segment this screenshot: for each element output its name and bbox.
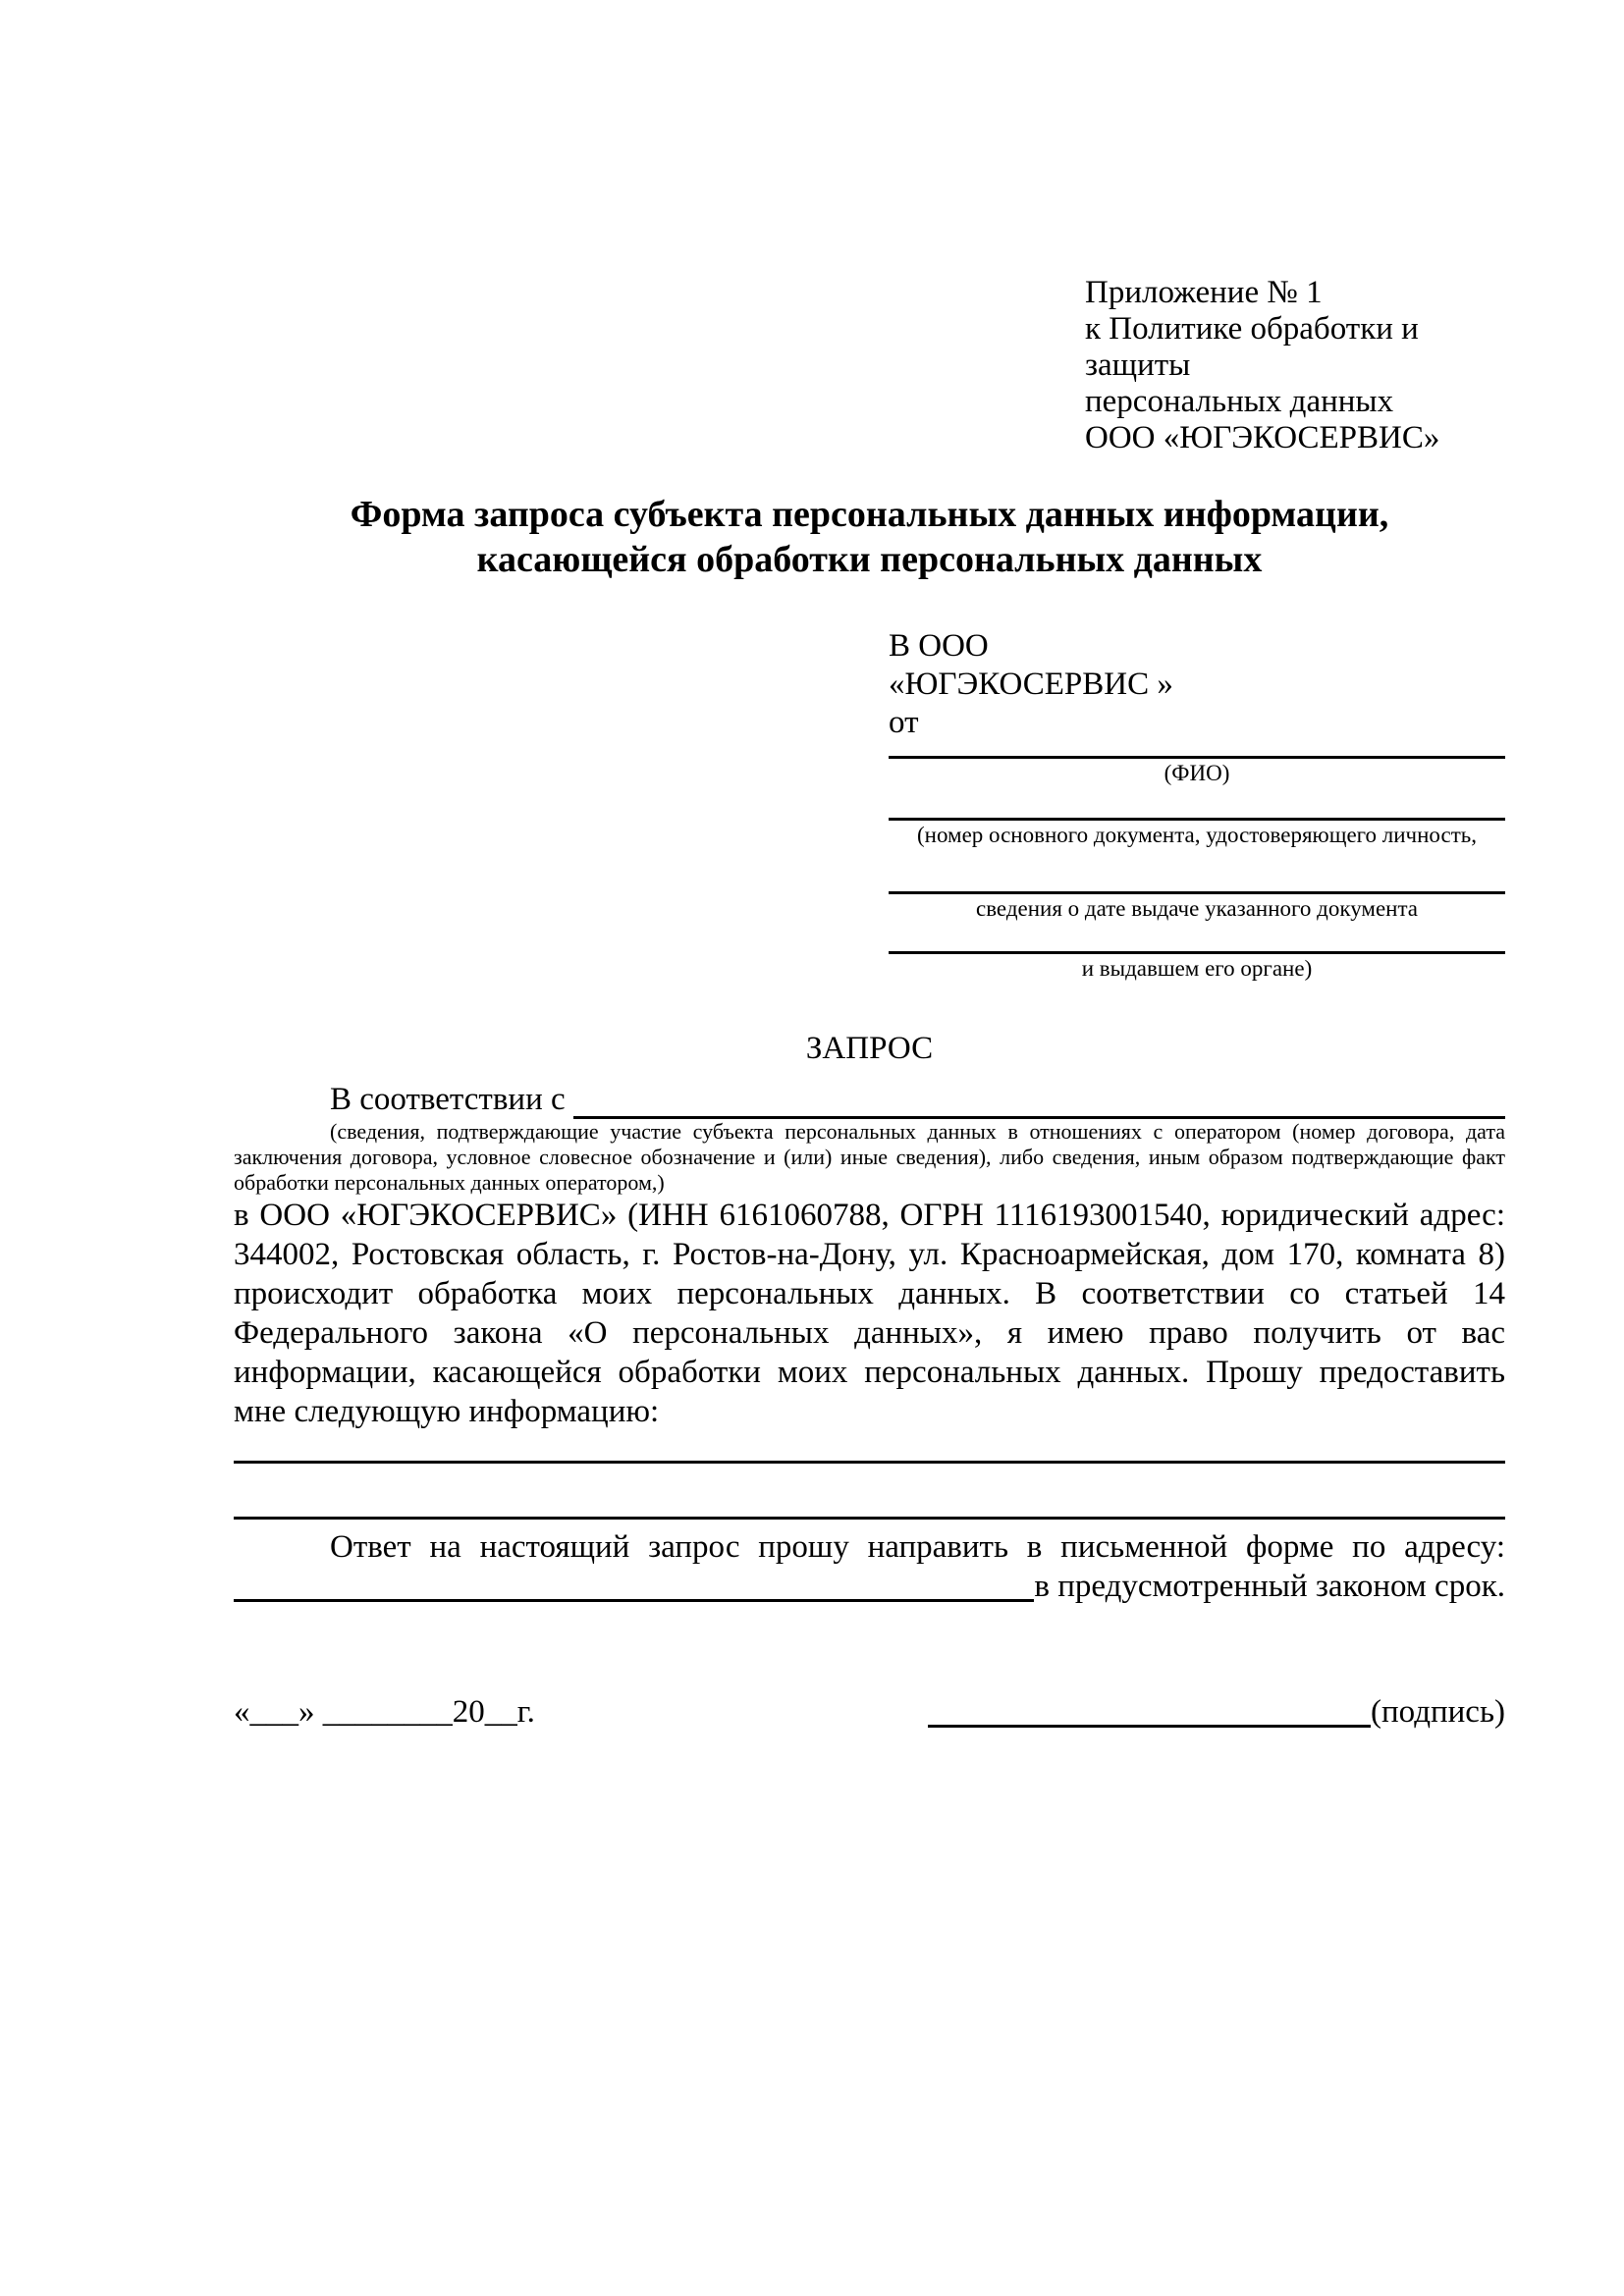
addressee-to-line: В ООО bbox=[889, 628, 989, 664]
issue-date-field bbox=[889, 891, 1505, 924]
accordance-prefix: В соответствии с bbox=[330, 1082, 566, 1117]
reply-paragraph: Ответ на настоящий запрос прошу направить в письменной форме по адресу: bbox=[330, 1529, 1505, 1565]
date-signature-row bbox=[234, 1692, 1505, 1732]
issue-date-caption: сведения о дате выдаче указанного документа bbox=[975, 896, 1419, 921]
document-title bbox=[234, 492, 1505, 582]
document-number-caption: (номер основного документа, удостоверяющего личность, bbox=[916, 823, 1477, 847]
write-in-line bbox=[234, 1517, 1505, 1520]
appendix-line: ООО «ЮГЭКОСЕРВИС» bbox=[1085, 420, 1440, 455]
signature-field bbox=[928, 1692, 1505, 1732]
write-in-line bbox=[234, 1599, 1034, 1602]
write-in-line bbox=[928, 1725, 1371, 1728]
body-paragraph: в ООО «ЮГЭКОСЕРВИС» (ИНН 6161060788, ОГРН 1116193001540, юридический адрес: 344002, Ростовская область, г. Ростов-на-Дону, ул. Красноармейская, дом 170, комната 8) происходит обработка моих персональных данных. В соответствии со статьей 14 Федерального закона «О персональных данных», я имею право получить от вас информации, касающейся обработки моих персональных данных. Прошу предоставить мне следующую информацию: bbox=[234, 1198, 1505, 1429]
document-title-line2: касающейся обработки персональных данных bbox=[476, 539, 1263, 580]
signature-caption: (подпись) bbox=[1371, 1694, 1505, 1730]
appendix-line: Приложение № 1 bbox=[1085, 275, 1323, 310]
request-heading: ЗАПРОС bbox=[805, 1031, 934, 1066]
accordance-line bbox=[234, 1080, 1505, 1119]
accordance-note: (сведения, подтверждающие участие субъекта персональных данных в отношениях с оператором (номер договора, дата заключения договора, условное словесное обозначение и (или) иные сведения), либо сведения, иным образом подтверждающие факт обработки персональных данных оператором,) bbox=[234, 1119, 1505, 1195]
addressee-from-line: от bbox=[889, 705, 919, 740]
addressee-company-line: «ЮГЭКОСЕРВИС » bbox=[889, 667, 1173, 702]
date-blank: «___» ________20__г. bbox=[234, 1694, 535, 1730]
appendix-line: к Политике обработки и защиты bbox=[1085, 311, 1419, 383]
addressee-block bbox=[889, 627, 1505, 984]
reply-suffix: в предусмотренный законом срок. bbox=[1034, 1569, 1505, 1604]
fio-caption: (ФИО) bbox=[1164, 761, 1230, 785]
appendix-block bbox=[1085, 275, 1505, 456]
fio-field bbox=[889, 756, 1505, 788]
reply-address-line bbox=[234, 1567, 1505, 1606]
document-number-field bbox=[889, 818, 1505, 850]
write-in-line bbox=[234, 1461, 1505, 1464]
document-title-line1: Форма запроса субъекта персональных данных информации, bbox=[350, 494, 1389, 535]
appendix-line: персональных данных bbox=[1085, 384, 1394, 419]
issuing-authority-field bbox=[889, 951, 1505, 984]
issuing-authority-caption: и выдавшем его органе) bbox=[1081, 956, 1313, 981]
